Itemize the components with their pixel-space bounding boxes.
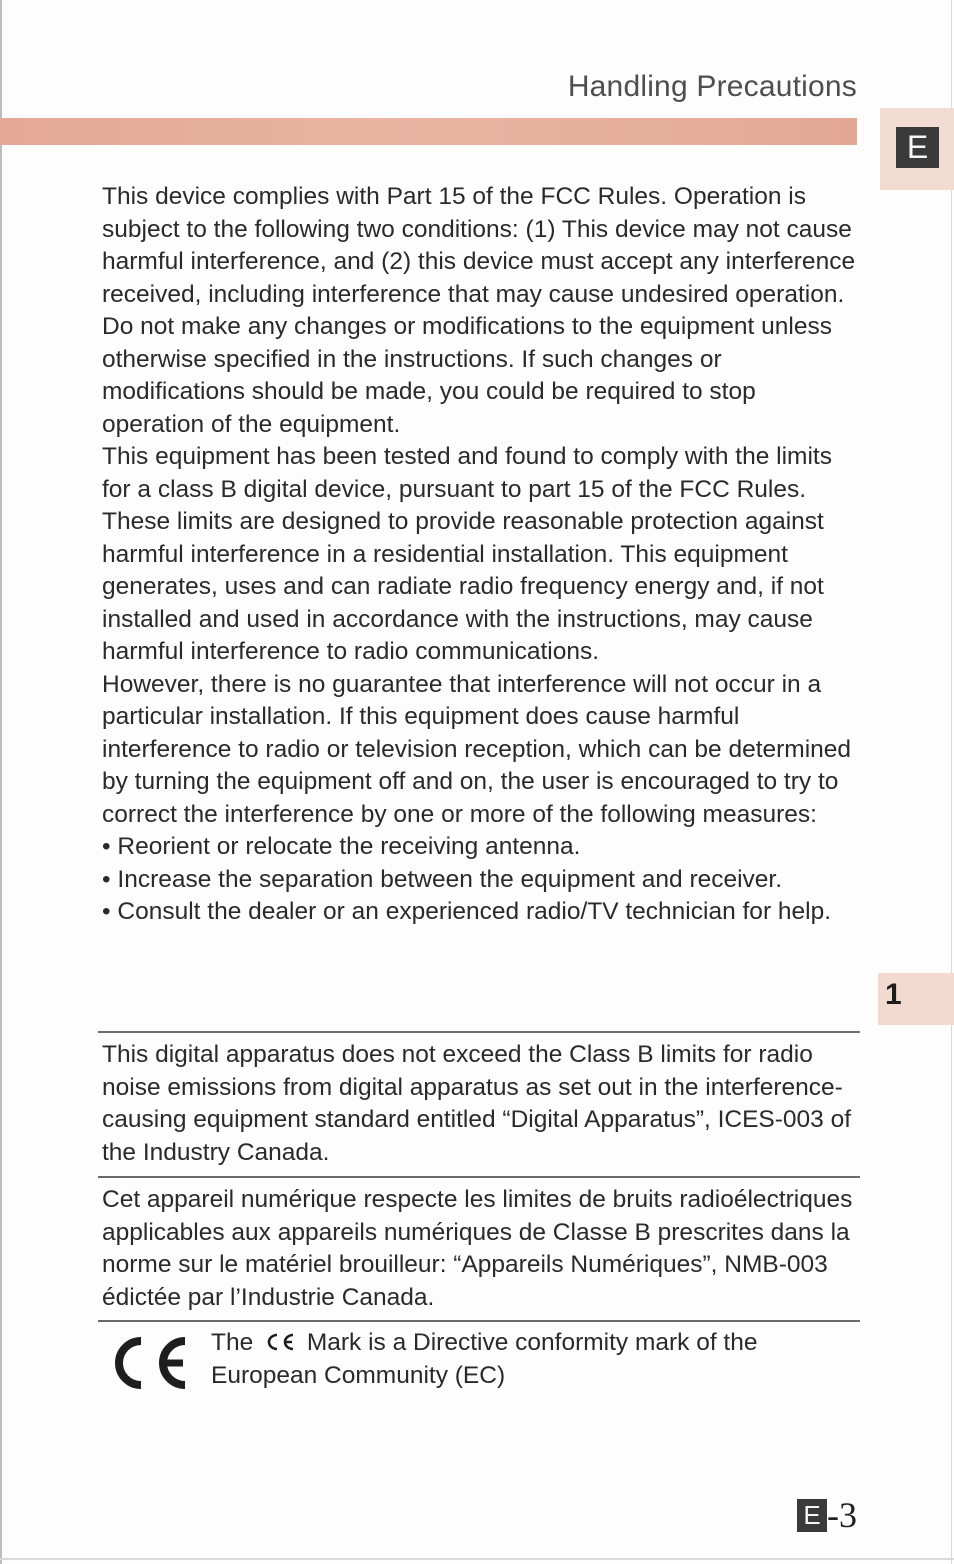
divider xyxy=(98,1176,860,1178)
page-bottom-line xyxy=(0,1558,954,1560)
ce-mark-icon xyxy=(105,1333,191,1393)
fcc-paragraph: This device complies with Part 15 of the FCC Rules. Operation is subject to the following two conditions: (1) This device may not cause harmful interference, and (2) this device must accept any interference received, including interference that may cause undesired operation. xyxy=(102,183,856,308)
section-letter-badge: E xyxy=(896,127,939,168)
fcc-paragraph: Do not make any changes or modifications to the equipment unless otherwise specified in the instructions. If such changes or modifications should be made, you could be required to stop operation of the equipment. xyxy=(102,313,832,438)
page-edge xyxy=(0,0,2,1564)
divider xyxy=(98,1320,860,1322)
canada-english-text: This digital apparatus does not exceed the Class B limits for radio noise emissions from digital apparatus as set out in the interference-causing equipment standard entitled “Digital Apparatus”, ICES-003 of the Industry Canada. xyxy=(102,1041,852,1166)
fcc-statement xyxy=(102,181,862,929)
canada-statement-french xyxy=(102,1184,862,1314)
divider xyxy=(98,1031,860,1033)
list-item: • Increase the separation between the equipment and receiver. xyxy=(102,865,783,893)
ce-text-before: The xyxy=(211,1329,254,1356)
page-number xyxy=(797,1494,857,1536)
fcc-paragraph: However, there is no guarantee that interference will not occur in a particular installation. If this equipment does cause harmful interference to radio or television reception, which can be determined by turning the equipment off and on, the user is encouraged to try to correct the interference by one or more of the following measures: xyxy=(102,670,852,828)
page-title: Handling Precautions xyxy=(567,70,857,103)
list-item: • Reorient or relocate the receiving antenna. xyxy=(102,833,581,860)
canada-french-text: Cet appareil numérique respecte les limites de bruits radioélectriques applicables aux appareils numériques de Classe B prescrites dans la norme sur le matériel brouilleur: “Appareils Numériques”, NMB-003 édictée par l’Industrie Canada. xyxy=(102,1186,853,1311)
canada-statement-english xyxy=(102,1039,862,1169)
ce-mark-inline-icon xyxy=(264,1332,296,1352)
page-number-badge: E xyxy=(797,1499,827,1532)
list-item: • Consult the dealer or an experienced radio/TV technician for help. xyxy=(102,898,832,925)
header-band xyxy=(0,118,857,145)
page-number-suffix: -3 xyxy=(827,1495,857,1535)
ce-text-after: Mark is a Directive conformity mark of the European Community (EC) xyxy=(211,1329,758,1389)
ce-statement xyxy=(211,1327,851,1392)
measures-list xyxy=(102,831,862,929)
page-edge-right xyxy=(951,0,952,1564)
chapter-number: 1 xyxy=(885,978,902,1011)
fcc-paragraph: This equipment has been tested and found to comply with the limits for a class B digital device, pursuant to part 15 of the FCC Rules. These limits are designed to provide reasonable protection against harmful interference in a residential installation. This equipment generates, uses and can radiate radio frequency energy and, if not installed and used in accordance with the instructions, may cause harmful interference to radio communications. xyxy=(102,443,832,665)
